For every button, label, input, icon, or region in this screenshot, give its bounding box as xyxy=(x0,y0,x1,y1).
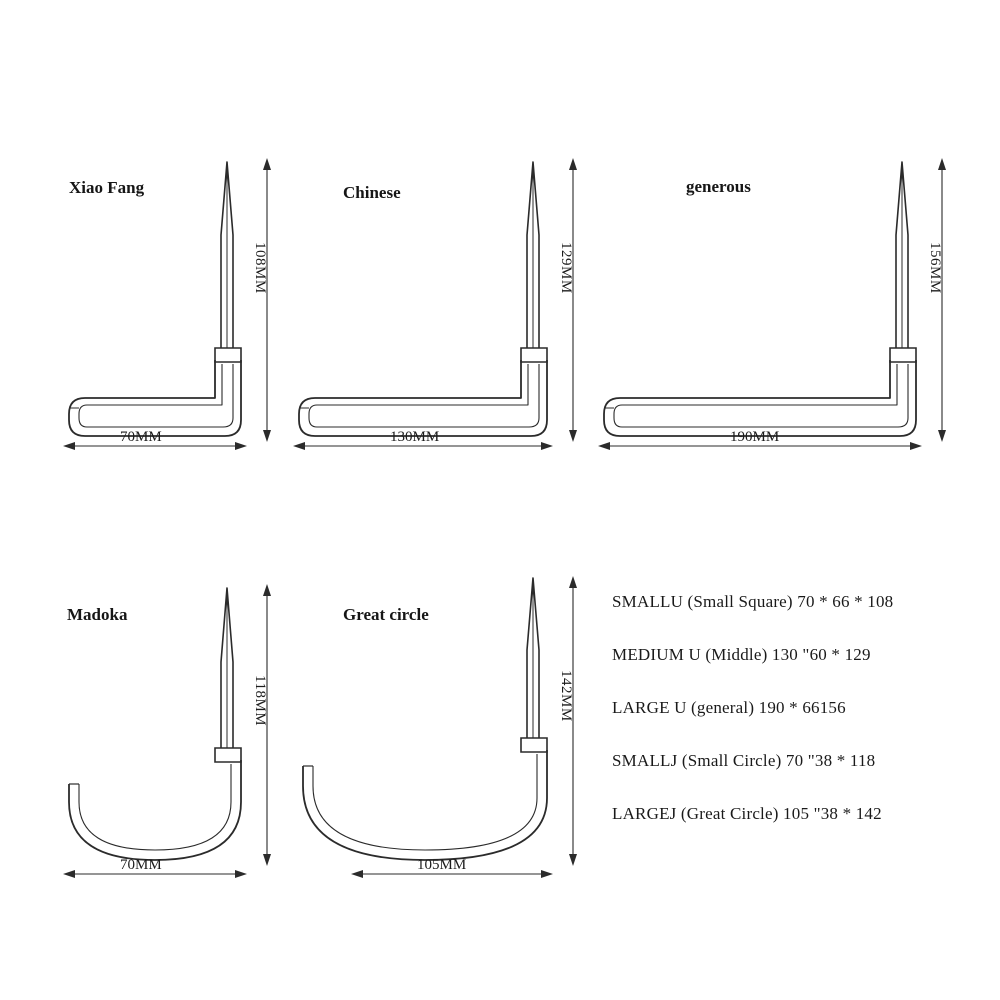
spec-item: MEDIUM U (Middle) 130 "60 * 129 xyxy=(612,645,871,664)
hook-height-great-circle: 142MM xyxy=(558,670,574,722)
spec-item: SMALLU (Small Square) 70 * 66 * 108 xyxy=(612,592,894,611)
hook-label-chinese: Chinese xyxy=(343,183,401,202)
hook-diagram-great-circle xyxy=(285,570,605,880)
hook-width-xiao-fang: 70MM xyxy=(120,429,162,445)
hook-width-madoka: 70MM xyxy=(120,857,162,873)
hook-shape-chinese xyxy=(285,150,605,450)
hook-width-chinese: 130MM xyxy=(390,429,440,445)
hook-shape-great-circle xyxy=(285,570,605,880)
hook-diagram-madoka xyxy=(55,570,315,880)
hook-height-chinese: 129MM xyxy=(558,242,574,294)
hook-label-generous: generous xyxy=(686,177,751,196)
hook-diagram-chinese xyxy=(285,150,605,450)
hook-height-generous: 156MM xyxy=(927,242,943,294)
spec-item: SMALLJ (Small Circle) 70 "38 * 118 xyxy=(612,751,876,770)
hook-height-xiao-fang: 108MM xyxy=(252,242,268,294)
hook-label-xiao-fang: Xiao Fang xyxy=(69,178,145,197)
hook-width-great-circle: 105MM xyxy=(417,857,467,873)
hook-shape-generous xyxy=(590,150,970,450)
hook-height-madoka: 118MM xyxy=(252,675,268,727)
spec-list xyxy=(612,592,984,857)
hook-label-great-circle: Great circle xyxy=(343,605,429,624)
spec-item: LARGE U (general) 190 * 66156 xyxy=(612,698,846,717)
hook-width-generous: 190MM xyxy=(730,429,780,445)
hook-diagram-xiao-fang xyxy=(55,150,315,450)
spec-item: LARGEJ (Great Circle) 105 "38 * 142 xyxy=(612,804,882,823)
hook-diagram-generous xyxy=(590,150,970,450)
hook-label-madoka: Madoka xyxy=(67,605,128,624)
